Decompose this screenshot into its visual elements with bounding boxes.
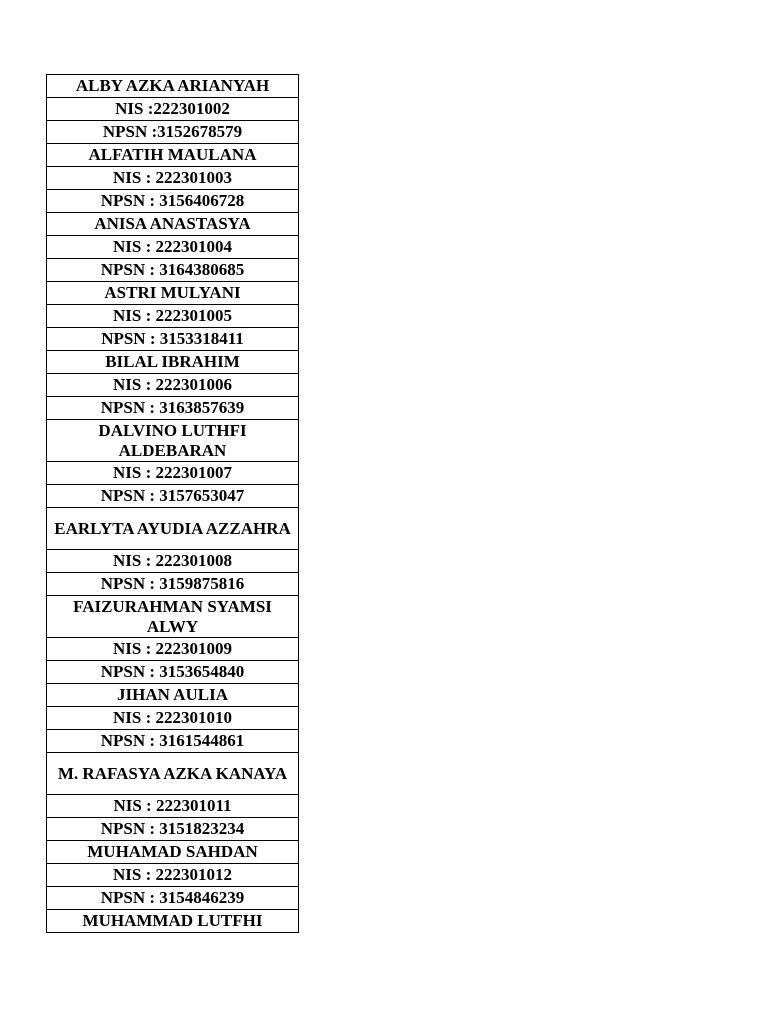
table-row-npsn [47, 573, 299, 596]
student-nis-cell: NIS : 222301003 [47, 167, 299, 190]
student-npsn-cell: NPSN : 3154846239 [47, 887, 299, 910]
table-row-nis [47, 638, 299, 661]
student-nis-cell: NIS :222301002 [47, 98, 299, 121]
student-table [46, 74, 299, 933]
student-nis-cell: NIS : 222301007 [47, 462, 299, 485]
table-row-npsn [47, 485, 299, 508]
table-row-nis [47, 98, 299, 121]
student-npsn-cell: NPSN : 3161544861 [47, 730, 299, 753]
student-npsn-cell: NPSN : 3156406728 [47, 190, 299, 213]
table-row-nis [47, 864, 299, 887]
student-nis-cell: NIS : 222301006 [47, 374, 299, 397]
student-npsn-cell: NPSN : 3153654840 [47, 661, 299, 684]
table-row-name [47, 508, 299, 550]
student-name-cell: EARLYTA AYUDIA AZZAHRA [47, 508, 299, 550]
student-nis-cell: NIS : 222301008 [47, 550, 299, 573]
table-row-nis [47, 795, 299, 818]
table-row-npsn [47, 259, 299, 282]
table-row-name [47, 144, 299, 167]
student-nis-cell: NIS : 222301009 [47, 638, 299, 661]
table-row-name [47, 684, 299, 707]
table-row-nis [47, 374, 299, 397]
table-row-npsn [47, 328, 299, 351]
student-npsn-cell: NPSN : 3157653047 [47, 485, 299, 508]
student-name-cell: ASTRI MULYANI [47, 282, 299, 305]
table-row-nis [47, 305, 299, 328]
table-row-name [47, 75, 299, 98]
student-npsn-cell: NPSN : 3163857639 [47, 397, 299, 420]
student-npsn-cell: NPSN : 3151823234 [47, 818, 299, 841]
table-row-npsn [47, 730, 299, 753]
student-table-body [47, 75, 299, 933]
table-row-name [47, 282, 299, 305]
table-row-npsn [47, 397, 299, 420]
student-name-cell: M. RAFASYA AZKA KANAYA [47, 753, 299, 795]
student-name-cell: DALVINO LUTHFI ALDEBARAN [47, 420, 299, 462]
student-nis-cell: NIS : 222301010 [47, 707, 299, 730]
student-name-cell: MUHAMAD SAHDAN [47, 841, 299, 864]
table-row-name [47, 753, 299, 795]
student-npsn-cell: NPSN :3152678579 [47, 121, 299, 144]
table-row-name [47, 841, 299, 864]
table-row-npsn [47, 190, 299, 213]
table-row-name [47, 910, 299, 933]
table-row-npsn [47, 887, 299, 910]
student-name-cell: ANISA ANASTASYA [47, 213, 299, 236]
table-row-name [47, 596, 299, 638]
student-npsn-cell: NPSN : 3159875816 [47, 573, 299, 596]
student-name-cell: BILAL IBRAHIM [47, 351, 299, 374]
table-row-nis [47, 236, 299, 259]
student-npsn-cell: NPSN : 3153318411 [47, 328, 299, 351]
table-row-name [47, 213, 299, 236]
student-name-cell: MUHAMMAD LUTFHI [47, 910, 299, 933]
table-row-nis [47, 707, 299, 730]
table-row-nis [47, 550, 299, 573]
student-name-cell: ALBY AZKA ARIANYAH [47, 75, 299, 98]
table-row-name [47, 351, 299, 374]
table-row-name [47, 420, 299, 462]
student-nis-cell: NIS : 222301004 [47, 236, 299, 259]
table-row-npsn [47, 818, 299, 841]
student-name-cell: JIHAN AULIA [47, 684, 299, 707]
student-name-cell: FAIZURAHMAN SYAMSI ALWY [47, 596, 299, 638]
student-name-cell: ALFATIH MAULANA [47, 144, 299, 167]
student-nis-cell: NIS : 222301005 [47, 305, 299, 328]
table-row-nis [47, 462, 299, 485]
student-npsn-cell: NPSN : 3164380685 [47, 259, 299, 282]
student-nis-cell: NIS : 222301012 [47, 864, 299, 887]
table-row-npsn [47, 661, 299, 684]
table-row-nis [47, 167, 299, 190]
student-nis-cell: NIS : 222301011 [47, 795, 299, 818]
table-row-npsn [47, 121, 299, 144]
